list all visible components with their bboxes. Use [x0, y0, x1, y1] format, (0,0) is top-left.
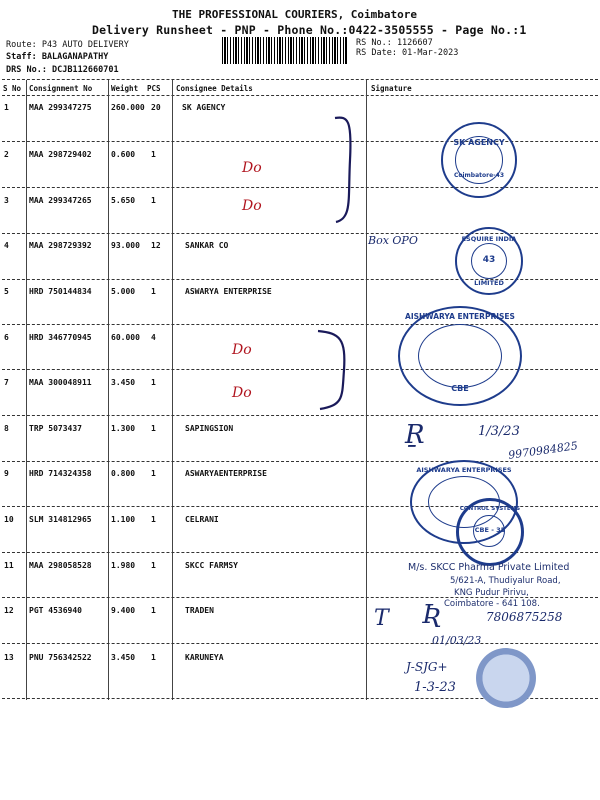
- row-weight: 3.450: [111, 378, 136, 387]
- row-weight: 9.400: [111, 606, 136, 615]
- bracket-mark: [310, 325, 355, 415]
- row-weight: 5.650: [111, 196, 136, 205]
- bracket-mark: [330, 100, 360, 230]
- rs-date: RS Date: 01-Mar-2023: [356, 48, 459, 58]
- company-title: THE PROFESSIONAL COURIERS, Coimbatore: [172, 8, 418, 21]
- row-pcs: 1: [151, 561, 156, 570]
- row-rule: [2, 187, 598, 188]
- row-consignment: MAA 299347265: [29, 196, 92, 205]
- row-pcs: 1: [151, 378, 156, 387]
- row-consignment: TRP 5073437: [29, 424, 82, 433]
- ditto-mark: Do: [232, 385, 252, 401]
- row-pcs: 1: [151, 287, 156, 296]
- control-systems-stamp: CONTROL SYSTEMS CBE - 35: [456, 498, 524, 566]
- signature-mark: T: [374, 606, 389, 631]
- row-pcs: 20: [151, 103, 161, 112]
- row-rule: [2, 415, 598, 416]
- row-rule: [2, 643, 598, 644]
- ditto-mark: Do: [242, 160, 262, 176]
- row-consignment: MAA 298729392: [29, 241, 92, 250]
- row-weight: 0.800: [111, 469, 136, 478]
- round-stamp: [476, 648, 536, 708]
- skcc-stamp-line1: M/s. SKCC Pharma Private Limited: [408, 562, 570, 573]
- row-consignee: CELRANI: [185, 515, 219, 524]
- row-sno: 5: [4, 287, 9, 296]
- row-sno: 4: [4, 241, 9, 250]
- row-consignment: PGT 4536940: [29, 606, 82, 615]
- row-sno: 3: [4, 196, 9, 205]
- row-weight: 93.000: [111, 241, 140, 250]
- row-weight: 1.300: [111, 424, 136, 433]
- row-consignee: ASWARYAENTERPRISE: [185, 469, 267, 478]
- row-weight: 5.000: [111, 287, 136, 296]
- row-pcs: 1: [151, 424, 156, 433]
- column-divider: [172, 80, 173, 700]
- row-sno: 10: [4, 515, 14, 524]
- ditto-mark: Do: [232, 342, 252, 358]
- signature-mark: J-SJG+: [406, 660, 448, 674]
- row-sno: 12: [4, 606, 14, 615]
- barcode: [222, 37, 348, 64]
- row-pcs: 1: [151, 515, 156, 524]
- signature-mark: Ʀ: [422, 600, 442, 630]
- column-divider: [26, 80, 27, 700]
- row-pcs: 1: [151, 196, 156, 205]
- row-pcs: 1: [151, 150, 156, 159]
- row-sno: 2: [4, 150, 9, 159]
- row-sno: 7: [4, 378, 9, 387]
- row-consignment: MAA 299347275: [29, 103, 92, 112]
- handwritten-date: 1/3/23: [478, 424, 520, 439]
- header-signature: Signature: [371, 84, 412, 93]
- row-consignment: SLM 314812965: [29, 515, 92, 524]
- row-consignee: SAPINGSION: [185, 424, 234, 433]
- rs-number: RS No.: 1126607: [356, 38, 433, 48]
- box-note: Box OPO: [368, 234, 418, 247]
- row-pcs: 1: [151, 469, 156, 478]
- runsheet-subtitle: Delivery Runsheet - PNP - Phone No.:0422-3505555 - Page No.:1: [92, 23, 527, 37]
- row-pcs: 4: [151, 333, 156, 342]
- header-pcs: PCS: [147, 84, 161, 93]
- header-consignee: Consignee Details: [176, 84, 253, 93]
- row-weight: 3.450: [111, 653, 136, 662]
- column-divider: [366, 80, 367, 700]
- row-consignment: MAA 298058528: [29, 561, 92, 570]
- header-weight: Weight: [111, 84, 139, 93]
- row-consignee: SK AGENCY: [182, 103, 226, 112]
- row-consignment: MAA 298729402: [29, 150, 92, 159]
- esquire-stamp: ESQUIRE INDIA 43 LIMITED: [455, 227, 523, 295]
- row-pcs: 12: [151, 241, 161, 250]
- column-divider: [108, 80, 109, 700]
- row-consignment: HRD 750144834: [29, 287, 92, 296]
- handwritten-phone: 9970984825: [507, 439, 579, 462]
- row-weight: 0.600: [111, 150, 136, 159]
- row-sno: 1: [4, 103, 9, 112]
- skcc-stamp-line4: Coimbatore - 641 108.: [444, 599, 540, 609]
- header-sno: S No: [3, 84, 22, 93]
- handwritten-date: 01/03/23: [432, 634, 482, 647]
- signature-mark: Ṟ: [405, 420, 425, 450]
- row-weight: 260.000: [111, 103, 145, 112]
- aishwarya-stamp: AISHWARYA ENTERPRISES CBE: [398, 306, 522, 406]
- row-consignee: ASWARYA ENTERPRISE: [185, 287, 272, 296]
- row-consignment: HRD 346770945: [29, 333, 92, 342]
- row-weight: 60.000: [111, 333, 140, 342]
- row-consignee: TRADEN: [185, 606, 214, 615]
- handwritten-date: 1-3-23: [414, 680, 456, 695]
- row-consignee: KARUNEYA: [185, 653, 224, 662]
- row-sno: 9: [4, 469, 9, 478]
- row-consignment: MAA 300048911: [29, 378, 92, 387]
- row-consignment: HRD 714324358: [29, 469, 92, 478]
- drs-number: DRS No.: DCJB112660701: [6, 65, 119, 75]
- row-consignee: SANKAR CO: [185, 241, 229, 250]
- handwritten-phone: 7806875258: [486, 610, 563, 624]
- row-sno: 6: [4, 333, 9, 342]
- row-sno: 8: [4, 424, 9, 433]
- row-pcs: 1: [151, 606, 156, 615]
- row-sno: 11: [4, 561, 14, 570]
- table-header-rule: [2, 95, 598, 96]
- sk-agency-stamp: SK AGENCY Coimbatore-43: [441, 122, 517, 198]
- skcc-stamp-line3: KNG Pudur Pirivu,: [454, 588, 529, 598]
- ditto-mark: Do: [242, 198, 262, 214]
- table-top-rule: [2, 79, 598, 80]
- header-consignment: Consignment No: [29, 84, 93, 93]
- row-consignment: PNU 756342522: [29, 653, 92, 662]
- staff-text: Staff: BALAGANAPATHY: [6, 52, 109, 62]
- route-text: Route: P43 AUTO DELIVERY: [6, 40, 129, 50]
- row-weight: 1.100: [111, 515, 136, 524]
- row-sno: 13: [4, 653, 14, 662]
- row-pcs: 1: [151, 653, 156, 662]
- skcc-stamp-line2: 5/621-A, Thudiyalur Road,: [450, 576, 561, 586]
- row-weight: 1.980: [111, 561, 136, 570]
- aishwarya-stamp: AISHWARYA ENTERPRISES: [410, 460, 518, 544]
- row-consignee: SKCC FARMSY: [185, 561, 238, 570]
